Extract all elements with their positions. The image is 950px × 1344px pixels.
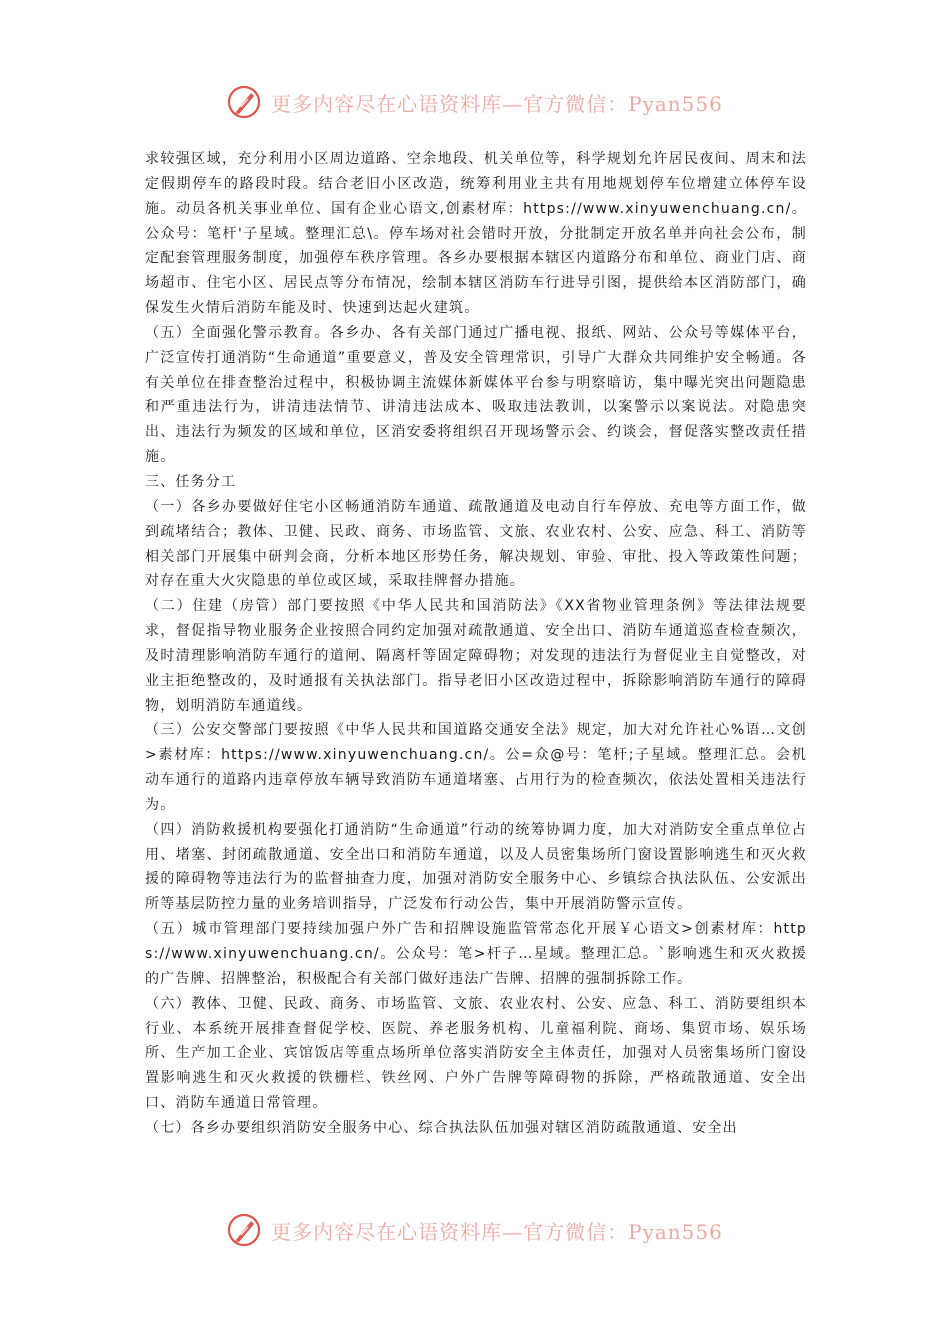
header-banner bbox=[0, 82, 950, 122]
header-banner-text: 更多内容尽在心语资料库—官方微信：Pyan556 bbox=[271, 91, 723, 116]
footer-banner bbox=[0, 1210, 950, 1250]
paragraph: 求较强区域，充分利用小区周边道路、空余地段、机关单位等，科学规划允许居民夜间、周末和法定假期停车的路段时段。结合老旧小区改造，统筹利用业主共有用地规划停车位增建立体停车设施。动员各机关事业单位、国有企业心语文,创素材库：https://www.xinyuwenchuang.cn/。公众号：笔杆'子星域。整理汇总\。停车场对社会错时开放，分批制定开放名单并向社会公布，制定配套管理服务制度，加强停车秩序管理。各乡办要根据本辖区内道路分布和单位、商业门店、商场超市、住宅小区、居民点等分布情况，绘制本辖区消防车行进导引图，提供给本区消防部门，确保发生火情后消防车能及时、快速到达起火建筑。 bbox=[145, 151, 807, 317]
paragraph: （五）城市管理部门要持续加强户外广告和招牌设施监管常态化开展￥心语文>创素材库：https://www.xinyuwenchuang.cn/。公众号：笔>杆子…星域。整理汇总。`影响逃生和灭火救援的广告牌、招牌整治，积极配合有关部门做好违法广告牌、招牌的强制拆除工作。 bbox=[145, 921, 807, 987]
paragraph: （一）各乡办要做好住宅小区畅通消防车通道、疏散通道及电动自行车停放、充电等方面工作，做到疏堵结合；教体、卫健、民政、商务、市场监管、文旅、农业农村、公安、应急、科工、消防等相关部门开展集中研判会商，分析本地区形势任务，解决规划、审验、审批、投入等政策性问题；对存在重大火灾隐患的单位或区域，采取挂牌督办措施。 bbox=[145, 498, 807, 590]
paragraph: （二）住建（房管）部门要按照《中华人民共和国消防法》《XX省物业管理条例》等法律法规要求，督促指导物业服务企业按照合同约定加强对疏散通道、安全出口、消防车通道巡查检查频次，及时清理影响消防车通行的道闸、隔离杆等固定障碍物；对发现的违法行为督促业主自觉整改，对业主拒绝整改的，及时通报有关执法部门。指导老旧小区改造过程中，拆除影响消防车通行的障碍物，划明消防车通道线。 bbox=[145, 598, 807, 714]
paragraph: （七）各乡办要组织消防安全服务中心、综合执法队伍加强对辖区消防疏散通道、安全出 bbox=[145, 1119, 738, 1136]
paragraph: （六）教体、卫健、民政、商务、市场监管、文旅、农业农村、公安、应急、科工、消防要组织本行业、本系统开展排查督促学校、医院、养老服务机构、儿童福利院、商场、集贸市场、娱乐场所、生产加工企业、宾馆饭店等重点场所单位落实消防安全主体责任，加强对人员密集场所门窗设置影响逃生和灭火救援的铁栅栏、铁丝网、户外广告牌等障碍物的拆除，严格疏散通道、安全出口、消防车通道日常管理。 bbox=[145, 995, 807, 1112]
paragraph: （四）消防救援机构要强化打通消防“生命通道”行动的统筹协调力度，加大对消防安全重点单位占用、堵塞、封闭疏散通道、安全出口和消防车通道，以及人员密集场所门窗设置影响逃生和灭火救援的障碍物等违法行为的监督抽查力度，加强对消防安全服务中心、乡镇综合执法队伍、公安派出所等基层防控力量的业务培训指导，广泛发布行动公告，集中开展消防警示宣传。 bbox=[145, 821, 807, 913]
quill-pen-logo-icon bbox=[227, 1213, 261, 1247]
footer-banner-text: 更多内容尽在心语资料库—官方微信：Pyan556 bbox=[271, 1219, 723, 1244]
document-body bbox=[145, 147, 807, 1141]
quill-pen-logo-icon bbox=[227, 85, 261, 119]
paragraph: （五）全面强化警示教育。各乡办、各有关部门通过广播电视、报纸、网站、公众号等媒体平台，广泛宣传打通消防“生命通道”重要意义，普及安全管理常识，引导广大群众共同维护安全畅通。各有关单位在排查整治过程中，积极协调主流媒体新媒体平台参与明察暗访，集中曝光突出问题隐患和严重违法行为，讲清违法情节、讲清违法成本、吸取违法教训，以案警示以案说法。对隐患突出、违法行为频发的区域和单位，区消安委将组织召开现场警示会、约谈会，督促落实整改责任措施。 bbox=[145, 324, 807, 466]
section-heading: 三、任务分工 bbox=[145, 473, 237, 490]
paragraph: （三）公安交警部门要按照《中华人民共和国道路交通安全法》规定，加大对允许社心%语…文创>素材库：https://www.xinyuwenchuang.cn/。公=众@号：笔杆;子星域。整理汇总。会机动车通行的道路内违章停放车辆导致消防车通道堵塞、占用行为的检查频次，依法处置相关违法行为。 bbox=[145, 722, 807, 813]
